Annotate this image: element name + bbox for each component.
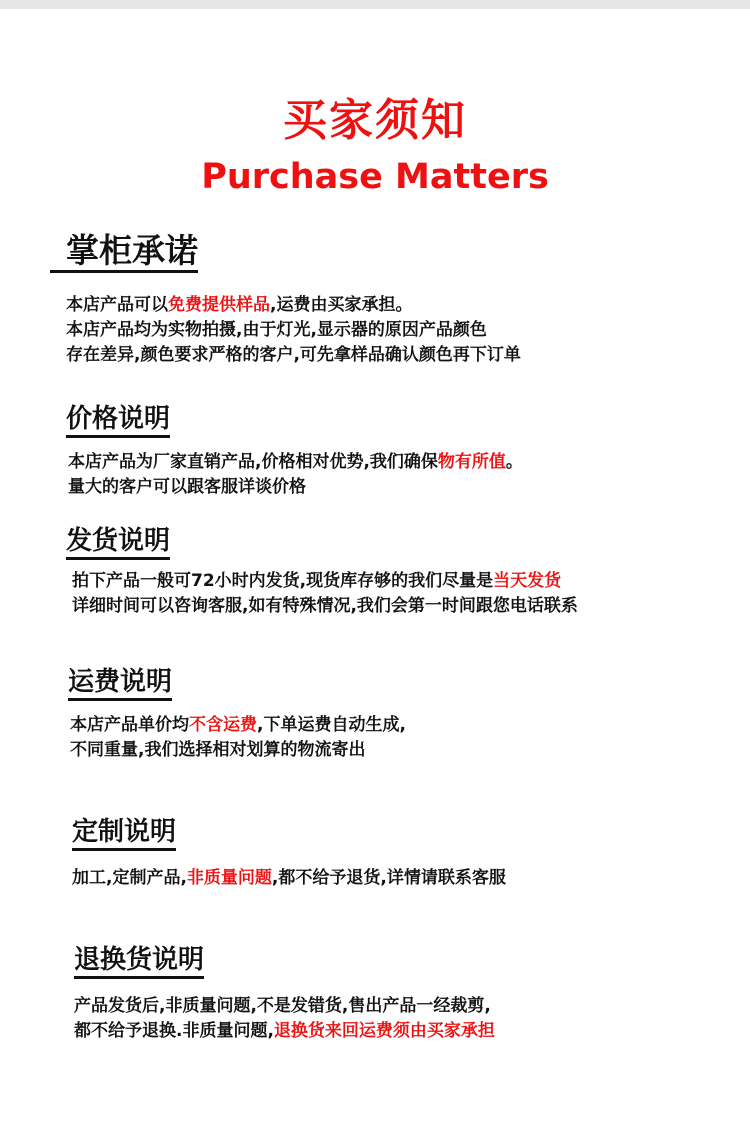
section-title-freight: 运费说明 <box>68 668 172 701</box>
section-body-custom <box>72 866 506 891</box>
text-run: 加工,定制产品, <box>72 868 187 888</box>
text-run: 量大的客户可以跟客服详谈价格 <box>68 477 306 497</box>
text-line <box>68 475 523 500</box>
text-run: 不同重量,我们选择相对划算的物流寄出 <box>70 740 366 760</box>
top-band <box>0 0 750 9</box>
text-run: ,下单运费自动生成, <box>257 715 406 735</box>
section-title-custom: 定制说明 <box>72 818 176 851</box>
text-run: 本店产品均为实物拍摄,由于灯光,显示器的原因产品颜色 <box>66 320 487 340</box>
text-line <box>74 1019 495 1044</box>
text-line <box>72 569 578 594</box>
text-line <box>70 713 406 738</box>
section-body-price <box>68 450 523 500</box>
text-line <box>66 318 521 343</box>
text-run: 详细时间可以咨询客服,如有特殊情况,我们会第一时间跟您电话联系 <box>72 596 578 616</box>
text-run: 本店产品可以 <box>66 295 168 315</box>
text-run: ,运费由买家承担。 <box>270 295 413 315</box>
text-line <box>68 450 523 475</box>
page-subtitle: Purchase Matters <box>201 157 549 197</box>
section-title-promise: 掌柜承诺 <box>50 232 198 273</box>
text-line <box>66 343 521 368</box>
text-line <box>70 738 406 763</box>
text-run: 都不给予退换.非质量问题, <box>74 1021 274 1041</box>
text-line <box>72 594 578 619</box>
section-title-shipping: 发货说明 <box>66 527 170 560</box>
text-run: 本店产品单价均 <box>70 715 189 735</box>
text-line <box>66 293 521 318</box>
section-title-returns: 退换货说明 <box>74 946 204 979</box>
text-run: 。 <box>505 452 523 472</box>
section-title-price: 价格说明 <box>66 405 170 438</box>
text-run: 拍下产品一般可72小时内发货,现货库存够的我们尽量是 <box>72 571 494 591</box>
highlight-no-freight: 不含运费 <box>189 715 257 735</box>
text-line <box>72 866 506 891</box>
highlight-return-freight: 退换货来回运费须由买家承担 <box>273 1021 495 1041</box>
text-run: 本店产品为厂家直销产品,价格相对优势,我们确保 <box>68 452 438 472</box>
page-title: 买家须知 <box>283 95 467 146</box>
highlight-non-quality: 非质量问题 <box>186 868 272 888</box>
section-body-promise <box>66 293 521 368</box>
highlight-free-samples: 免费提供样品 <box>168 295 270 315</box>
section-body-returns <box>74 994 495 1044</box>
text-line <box>74 994 495 1019</box>
section-body-shipping <box>72 569 578 619</box>
text-run: 存在差异,颜色要求严格的客户,可先拿样品确认颜色再下订单 <box>66 345 521 365</box>
highlight-value: 物有所值 <box>437 452 506 472</box>
section-body-freight <box>70 713 406 763</box>
text-run: ,都不给予退货,详情请联系客服 <box>271 868 506 888</box>
highlight-same-day: 当天发货 <box>493 571 562 591</box>
text-run: 产品发货后,非质量问题,不是发错货,售出产品一经裁剪, <box>74 996 491 1016</box>
